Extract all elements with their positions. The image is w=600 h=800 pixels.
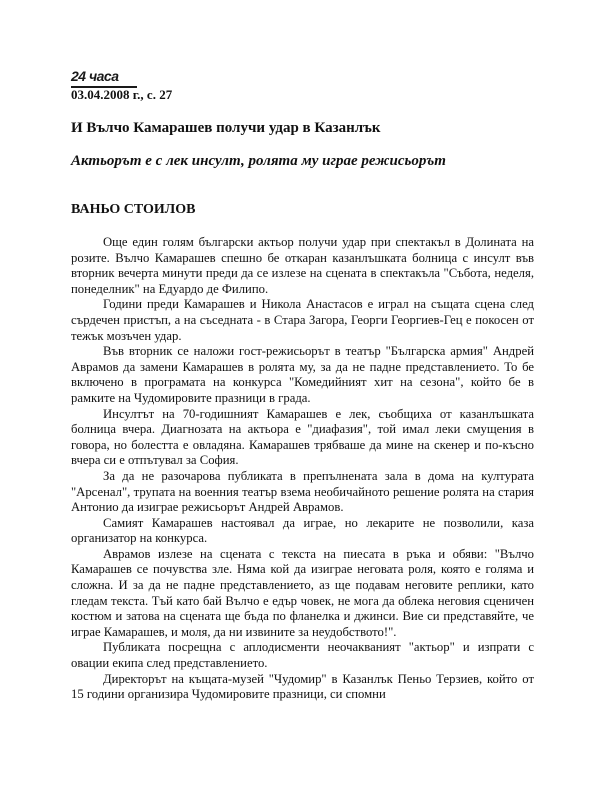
newspaper-logo: 24 часа (71, 68, 137, 88)
article-author: ВАНЬО СТОИЛОВ (71, 202, 196, 217)
article-subheadline: Актьорът е с лек инсулт, ролята му играе режисьорът (71, 153, 446, 169)
article-paragraph: Инсултът на 70-годишният Камарашев е лек, съобщиха от казанлъшката болница вчера. Диагнозата на актьора е "диафазия", той имал леки смущения в говора, но болестта е овладяна. Камарашев трябваше да мине на скенер и по-късно вчера си е отпътувал за София. (71, 406, 534, 468)
article-paragraph: Директорът на къщата-музей "Чудомир" в Казанлък Пеньо Терзиев, който от 15 години организира Чудомировите празници, си спомни (71, 671, 534, 702)
publication-dateline: 03.04.2008 г., с. 27 (71, 87, 173, 102)
article-paragraph: Години преди Камарашев и Никола Анастасов е играл на същата сцена след сърдечен пристъп, а на съседната - в Стара Загора, Георги Георгиев-Гец е покосен от тежък мозъчен удар. (71, 297, 534, 343)
article-body (71, 235, 534, 703)
article-paragraph: За да не разочарова публиката в препълнената зала в дома на културата "Арсенал", трупата на военния театър взема необичайното решение ролята на стария Антонио да изиграе режисьорът Андрей Аврамов. (71, 468, 534, 515)
article-paragraph: Още един голям български актьор получи удар при спектакъл в Долината на розите. Вълчо Камарашев спешно бе откаран казанлъшката болница с инсулт във вторник вечерта минути преди да се излезе на сцената в спектакъла "Събота, неделя, понеделник" на Едуардо де Филипо. (71, 235, 534, 296)
article-paragraph: Публиката посрещна с аплодисменти неочакваният "актьор" и изпрати с овации екипа след представлението. (71, 640, 534, 671)
article-headline: И Вълчо Камарашев получи удар в Казанлък (71, 120, 381, 136)
article-paragraph: Във вторник се наложи гост-режисьорът в театър "Българска армия" Андрей Аврамов да замени Камарашев в ролята му, за да не падне представлението. То бе включено в програмата на конкурса "Комедийният хит на сезона", който бе в рамките на Чудомировите празници в града. (71, 344, 534, 405)
article-paragraph: Аврамов излезе на сцената с текста на пиесата в ръка и обяви: "Вълчо Камарашев се почувства зле. Няма кой да изиграе неговата роля, която е голяма и сложна. И за да не падне представлението, аз ще подавам неговите реплики, като гледам текста. Тъй като бай Вълчо е едър човек, не мога да облека неговия сценичен костюм и затова на сцената ще бъда по фланелка и джинси. Вие си представяйте, че играе Камарашев, и моля, да ни извините за неудобството!". (71, 546, 534, 639)
article-paragraph: Самият Камарашев настоявал да играе, но лекарите не позволили, каза организатор на конкурса. (71, 515, 534, 546)
